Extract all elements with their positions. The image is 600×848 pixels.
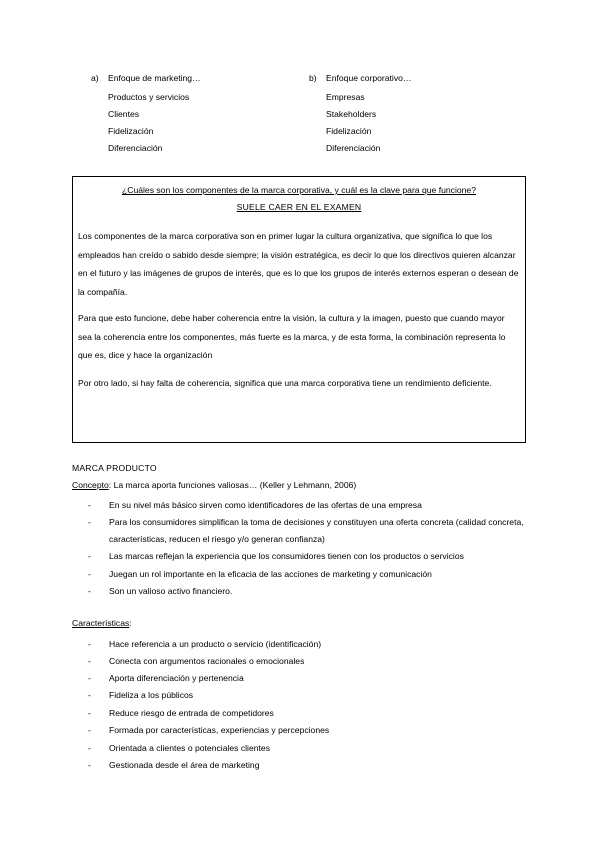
list-item-text: Son un valioso activo financiero. [109, 586, 233, 596]
box-paragraph: Para que esto funcione, debe haber coherencia entre la visión, la cultura y la imagen, puesto que cuando mayor sea la coherencia entre los componentes, más fuerte es la marca, y de esta forma, la combinación representa lo que es, dice y hace la organización [78, 313, 506, 360]
list-item-text: Gestionada desde el área de marketing [109, 760, 260, 770]
bullet-dash: - [88, 673, 91, 683]
bullet-dash: - [88, 586, 91, 596]
bullet-dash: - [88, 690, 91, 700]
list-item-text: Conecta con argumentos racionales o emocionales [109, 656, 305, 666]
column-b-item: Empresas [326, 92, 365, 102]
bullet-dash: - [88, 569, 91, 579]
bullet-dash: - [88, 517, 91, 527]
exam-question: ¿Cuáles son los componentes de la marca corporativa, y cuál es la clave para que funcione? [122, 185, 476, 195]
bullet-dash: - [88, 708, 91, 718]
list-item-text: Juegan un rol importante en la eficacia de las acciones de marketing y comunicación [109, 569, 432, 579]
column-a-heading: Enfoque de marketing… [108, 73, 201, 83]
list-item-text: Hace referencia a un producto o servicio (identificación) [109, 639, 322, 649]
list-item-text: En su nivel más básico sirven como identificadores de las ofertas de una empresa [109, 500, 422, 510]
bullet-dash: - [88, 551, 91, 561]
column-b-item: Stakeholders [326, 109, 377, 119]
bullet-dash: - [88, 500, 91, 510]
list-item-text: Reduce riesgo de entrada de competidores [109, 708, 274, 718]
list-item-text: Fideliza a los públicos [109, 690, 194, 700]
caracteristicas-heading [72, 618, 132, 628]
bullet-dash: - [88, 760, 91, 770]
caracteristicas-label: Características [72, 618, 130, 628]
exam-question-box [72, 176, 526, 443]
bullet-dash: - [88, 725, 91, 735]
bullet-dash: - [88, 743, 91, 753]
exam-note: SUELE CAER EN EL EXAMEN [236, 202, 362, 212]
concepto-label: Concepto [72, 480, 109, 490]
column-a-item: Diferenciación [108, 143, 163, 153]
list-item-text: Para los consumidores simplifican la toma de decisiones y constituyen una oferta concreta (calidad concreta, características, reducen el riesgo y/o generan confianza) [109, 517, 524, 544]
concepto-text: : La marca aporta funciones valiosas… (Keller y Lehmann, 2006) [108, 480, 357, 490]
column-a-marker: a) [91, 73, 99, 83]
column-b-item: Diferenciación [326, 143, 381, 153]
column-b-item: Fidelización [326, 126, 372, 136]
column-a-item: Fidelización [108, 126, 154, 136]
box-paragraph: Los componentes de la marca corporativa son en primer lugar la cultura organizativa, que significa lo que los empleados han creído o sabido desde siempre; la visión estratégica, es decir lo que los directivos quieren alcanzar en el futuro y las imágenes de grupos de interés, que es lo que los grupos de interés externos esperan o desean de la compañía. [78, 231, 519, 297]
box-paragraph: Por otro lado, si hay falta de coherencia, significa que una marca corporativa tiene un rendimiento deficiente. [78, 378, 492, 388]
bullet-dash: - [88, 639, 91, 649]
column-a-item: Clientes [108, 109, 140, 119]
column-a-item: Productos y servicios [108, 92, 190, 102]
column-b-marker: b) [309, 73, 317, 83]
list-item-text: Orientada a clientes o potenciales clientes [109, 743, 270, 753]
concepto-line [72, 480, 356, 490]
caracteristicas-colon: : [129, 618, 132, 628]
column-b-heading: Enfoque corporativo… [326, 73, 412, 83]
bullet-dash: - [88, 656, 91, 666]
section-title: MARCA PRODUCTO [72, 463, 157, 473]
list-item-text: Aporta diferenciación y pertenencia [109, 673, 244, 683]
list-item-text: Formada por características, experiencias y percepciones [109, 725, 330, 735]
list-item-text: Las marcas reflejan la experiencia que los consumidores tienen con los productos o servicios [109, 551, 464, 561]
